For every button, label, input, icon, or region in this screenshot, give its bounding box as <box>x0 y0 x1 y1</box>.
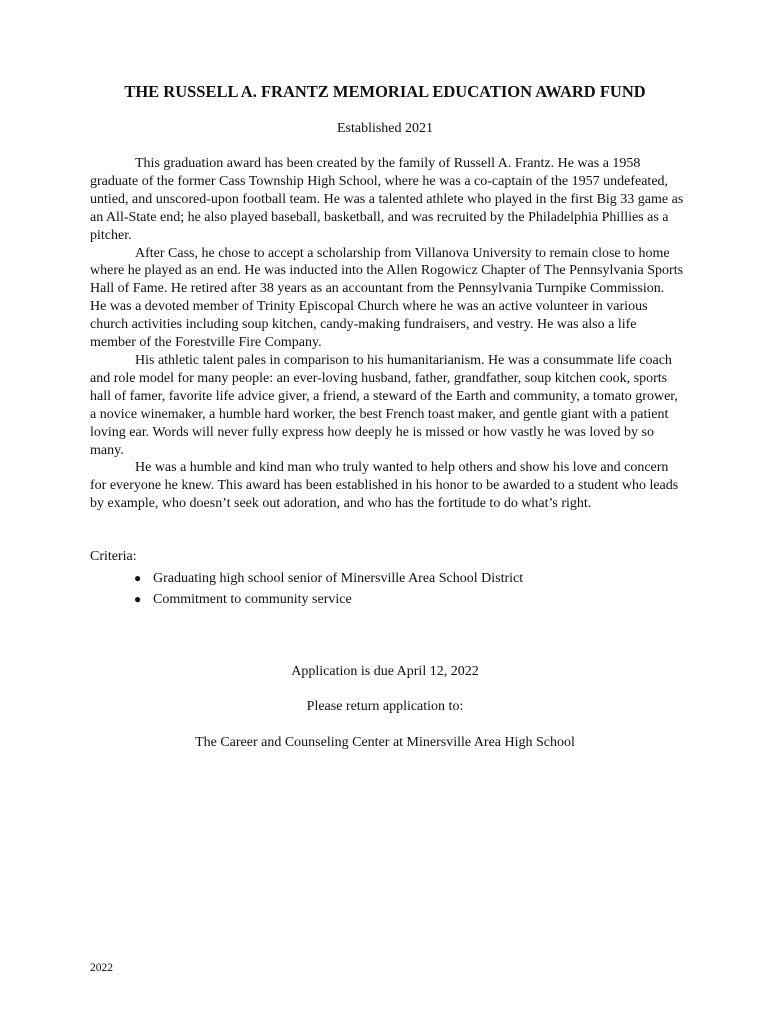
established-line: Established 2021 <box>336 121 434 136</box>
bullet-icon: ● <box>134 571 142 585</box>
award-description <box>90 155 684 513</box>
criteria-list <box>90 568 684 610</box>
paragraph: After Cass, he chose to accept a scholarship from Villanova University to remain close to home where he played as an end. He was inducted into the Allen Rogowicz Chapter of The Pennsylvania Sports Hall of Fame. He retired after 38 years as an accountant from the Pennsylvania Turnpike Commission. He was a devoted member of Trinity Episcopal Church where he was an active volunteer in various church activities including soup kitchen, candy-making fundraisers, and vestry. He was also a life member of the Forestville Fire Company. <box>90 245 684 351</box>
return-location: The Career and Counseling Center at Minersville Area High School <box>195 735 575 750</box>
criteria-label: Criteria: <box>90 549 137 564</box>
paragraph: He was a humble and kind man who truly wanted to help others and show his love and concern for everyone he knew. This award has been established in his honor to be awarded to a student who leads by example, who doesn’t seek out adoration, and who has the fortitude to do what’s right. <box>90 460 679 512</box>
criteria-section <box>90 548 684 610</box>
criteria-item <box>90 568 684 589</box>
due-date: Application is due April 12, 2022 <box>291 664 479 679</box>
criteria-item-text: Commitment to community service <box>153 592 352 607</box>
paragraph: His athletic talent pales in comparison to his humanitarianism. He was a consummate life coach and role model for many people: an ever-loving husband, father, grandfather, soup kitchen cook, sports hall of famer, favorite life advice giver, a friend, a steward of the Earth and community, a tomato grower, a novice winemaker, a humble hard worker, the best French toast maker, and gentle giant with a patient loving ear. Words will never fully express how deeply he is missed or how vastly he was loved by so many. <box>90 352 678 458</box>
criteria-item <box>90 589 684 610</box>
criteria-item-text: Graduating high school senior of Minersville Area School District <box>153 571 524 586</box>
return-instruction: Please return application to: <box>306 699 464 714</box>
bullet-icon: ● <box>134 592 142 606</box>
footer-year: 2022 <box>90 962 113 974</box>
document-title: THE RUSSELL A. FRANTZ MEMORIAL EDUCATION AWARD FUND <box>124 82 646 101</box>
paragraph: This graduation award has been created by the family of Russell A. Frantz. He was a 1958 graduate of the former Cass Township High School, where he was a co-captain of the 1957 undefeated, untied, and unscored-upon football team. He was a talented athlete who played in the first Big 33 game as an All-State end; he also played baseball, basketball, and was recruited by the Philadelphia Phillies as a pitcher. <box>90 156 684 243</box>
